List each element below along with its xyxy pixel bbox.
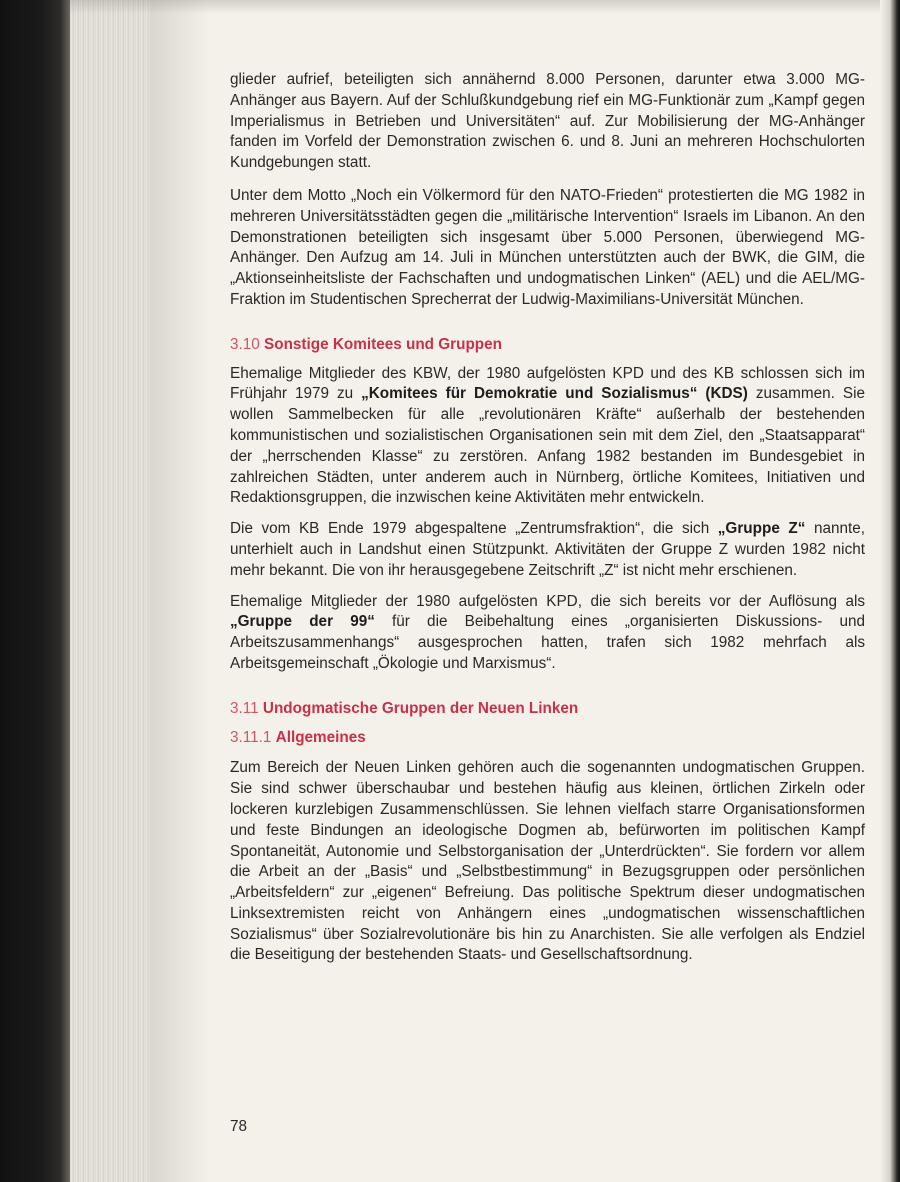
paragraph-allgemeines: Zum Bereich der Neuen Linken gehören auch die sogenannten undogmatischen Gruppen. Sie sind schwer überschaubar und bestehen häufig aus kleinen, örtlichen Zirkeln oder lockeren kurzlebigen Zusammenschlüssen. Sie lehnen vielfach starre Organisationsformen und feste Bindungen an ideologische Dogmen ab, befürworten im politischen Kampf Spontaneität, Autonomie und Selbstorganisation der „Unterdrückten“. Sie fordern vor allem die Arbeit an der „Basis“ und „Selbstbestimmung“ in Bezugsgruppen oder persönlichen „Arbeitsfeldern“ zur „eigenen“ Befreiung. Das politische Spektrum dieser undogmatischen Linksextremisten reicht von Anhängern eines „undogmatischen wissenschaftlichen Sozialismus“ über Sozialrevolutionäre bis hin zu Anarchisten. Sie alle verfolgen als Endziel die Beseitigung der bestehenden Staats- und Gesellschaftsordnung. xyxy=(230,759,865,964)
subsection-number: 3.11.1 xyxy=(230,728,272,746)
paragraph-gruppe-z xyxy=(230,519,865,581)
section-heading-3-10 xyxy=(230,335,865,356)
text-run: Ehemalige Mitglieder des KBW, der 1980 aufgelösten KPD und des KB schlossen sich im Frühjahr 1979 zu xyxy=(230,364,865,403)
section-number: 3.10 xyxy=(230,335,260,353)
bold-term-gruppe-z: „Gruppe Z“ xyxy=(717,520,806,538)
text-run: nannte, unterhielt auch in Landshut einen Stützpunkt. Aktivitäten der Gruppe Z wurden 1982 nicht mehr bekannt. Die von ihr herausgegebene Zeitschrift „Z“ ist nicht mehr erschienen. xyxy=(230,520,865,579)
bold-term-kds: „Komitees für Demokratie und Sozialismus“ (KDS) xyxy=(361,385,748,403)
paragraph-gruppe-99 xyxy=(230,592,865,675)
text-run: Die vom KB Ende 1979 abgespaltene „Zentrumsfraktion“, die sich xyxy=(230,520,718,538)
book-spine-shadow xyxy=(0,0,70,1182)
gutter-shadow xyxy=(150,0,210,1182)
page-edges xyxy=(70,0,150,1182)
text-run: Ehemalige Mitglieder der 1980 aufgelösten KPD, die sich bereits vor der Auflösung als xyxy=(230,592,865,610)
subsection-title: Allgemeines xyxy=(275,728,366,746)
section-number: 3.11 xyxy=(230,699,259,717)
text-run: für die Beibehaltung eines „organisierten Diskussions- und Arbeitszusammenhangs“ ausgesprochen hatten, trafen sich 1982 mehrfach als Arbeitsgemeinschaft „Ökologie und Marxismus“. xyxy=(230,613,865,672)
section-title: Undogmatische Gruppen der Neuen Linken xyxy=(262,699,579,717)
section-heading-3-11 xyxy=(230,699,865,720)
paragraph-intro-1: glieder aufrief, beteiligten sich annähernd 8.000 Personen, darunter etwa 3.000 MG-Anhänger aus Bayern. Auf der Schlußkundgebung rief ein MG-Funktionär zum „Kampf gegen Imperialismus in Betrieben und Universitäten“ auf. Zur Mobilisierung der MG-Anhänger fanden im Vorfeld der Demonstration zwischen 6. und 8. Juni an mehreren Hochschulorten Kundgebungen statt. xyxy=(230,71,865,172)
top-shadow xyxy=(70,0,900,14)
bold-term-gruppe-99: „Gruppe der 99“ xyxy=(230,613,375,631)
section-title: Sonstige Komitees und Gruppen xyxy=(264,335,502,353)
subsection-heading-3-11-1 xyxy=(230,728,865,749)
text-run: zusammen. Sie wollen Sammelbecken für alle „revolutionären Kräfte“ außerhalb der bestehenden kommunistischen und sozialistischen Organisationen sein mit dem Ziel, den „Staatsapparat“ der „herrschenden Klasse“ zu zerstören. Anfang 1982 bestanden im Bundesgebiet in zahlreichen Städten, unter anderem auch in Nürnberg, örtliche Komitees, Initiativen und Redaktionsgruppen, die inzwischen keine Aktivitäten mehr entwickeln. xyxy=(230,385,865,507)
page-number: 78 xyxy=(230,1118,248,1135)
paragraph-intro-2: Unter dem Motto „Noch ein Völkermord für den NATO-Frieden“ protestierten die MG 1982 in mehreren Universitätsstädten gegen die „militärische Intervention“ Israels im Libanon. An den Demonstrationen beteiligten sich insgesamt über 5.000 Personen, überwiegend MG-Anhänger. Den Aufzug am 14. Juli in München unterstützten auch der BWK, die GIM, die „Aktionseinheitsliste der Fachschaften und undogmatischen Linken“ (AEL) und die AEL/MG-Fraktion im Studentischen Sprecherrat der Ludwig-Maximilians-Universität München. xyxy=(230,186,865,308)
paragraph-kds xyxy=(230,364,865,510)
right-page-edge xyxy=(880,0,900,1182)
page-body xyxy=(230,70,865,978)
